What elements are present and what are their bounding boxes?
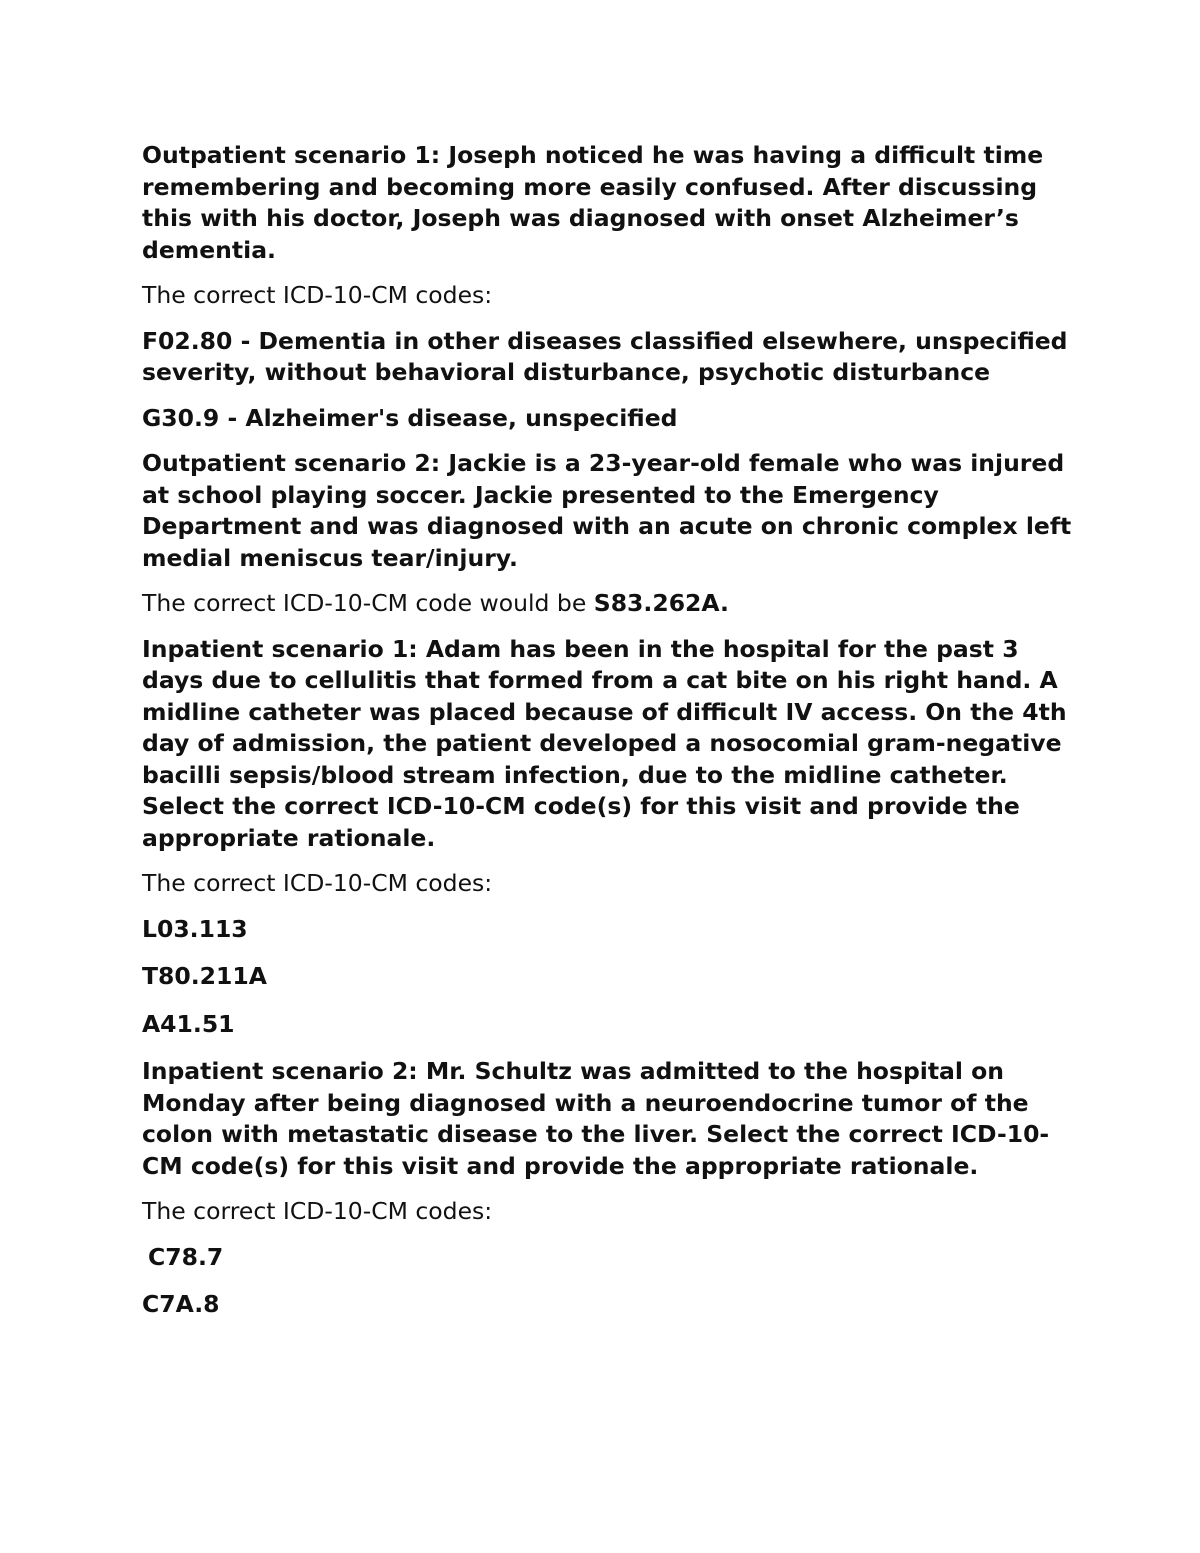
outpatient-scenario-2: Outpatient scenario 2: Jackie is a 23-year-old female who was injured at school playing soccer. Jackie presented to the Emergency Department and was diagnosed with an acute on chronic complex left medial meniscus tear/injury.: [142, 449, 1072, 572]
document-page: [142, 140, 1072, 1337]
inpatient-scenario-1: Inpatient scenario 1: Adam has been in the hospital for the past 3 days due to cellulitis that formed from a cat bite on his right hand. A midline catheter was placed because of difficult IV access. On the 4th day of admission, the patient developed a nosocomial gram-negative bacilli sepsis/blood stream infection, due to the midline catheter. Select the correct ICD-10-CM code(s) for this visit and provide the appropriate rationale.: [142, 634, 1067, 852]
inpatient-1-code: L03.113: [142, 914, 248, 943]
outpatient-1-code-g30: G30.9 - Alzheimer's disease, unspecified: [142, 403, 678, 432]
outpatient-2-answer: [142, 588, 1072, 620]
inpatient-1-codes-intro: The correct ICD-10-CM codes:: [142, 869, 493, 897]
outpatient-2-answer-prefix: The correct ICD-10-CM code would be: [142, 589, 594, 617]
inpatient-scenario-2: Inpatient scenario 2: Mr. Schultz was admitted to the hospital on Monday after being diagnosed with a neuroendocrine tumor of the colon with metastatic disease to the liver. Select the correct ICD-10-CM code(s) for this visit and provide the appropriate rationale.: [142, 1057, 1050, 1180]
outpatient-2-answer-code: S83.262A.: [593, 589, 729, 617]
outpatient-1-code-f02: F02.80 - Dementia in other diseases classified elsewhere, unspecified severity, without behavioral disturbance, psychotic disturbance: [142, 326, 1068, 386]
inpatient-1-code: T80.211A: [142, 962, 267, 990]
inpatient-1-code: A41.51: [142, 1009, 235, 1038]
inpatient-2-code: C7A.8: [142, 1290, 220, 1318]
outpatient-1-codes-intro: The correct ICD-10-CM codes:: [142, 281, 493, 309]
inpatient-2-codes-intro: The correct ICD-10-CM codes:: [142, 1197, 493, 1225]
inpatient-2-code: C78.7: [148, 1242, 224, 1271]
outpatient-scenario-1: Outpatient scenario 1: Joseph noticed he was having a difficult time remembering and becoming more easily confused. After discussing this with his doctor, Joseph was diagnosed with onset Alzheimer’s dementia.: [142, 141, 1044, 264]
